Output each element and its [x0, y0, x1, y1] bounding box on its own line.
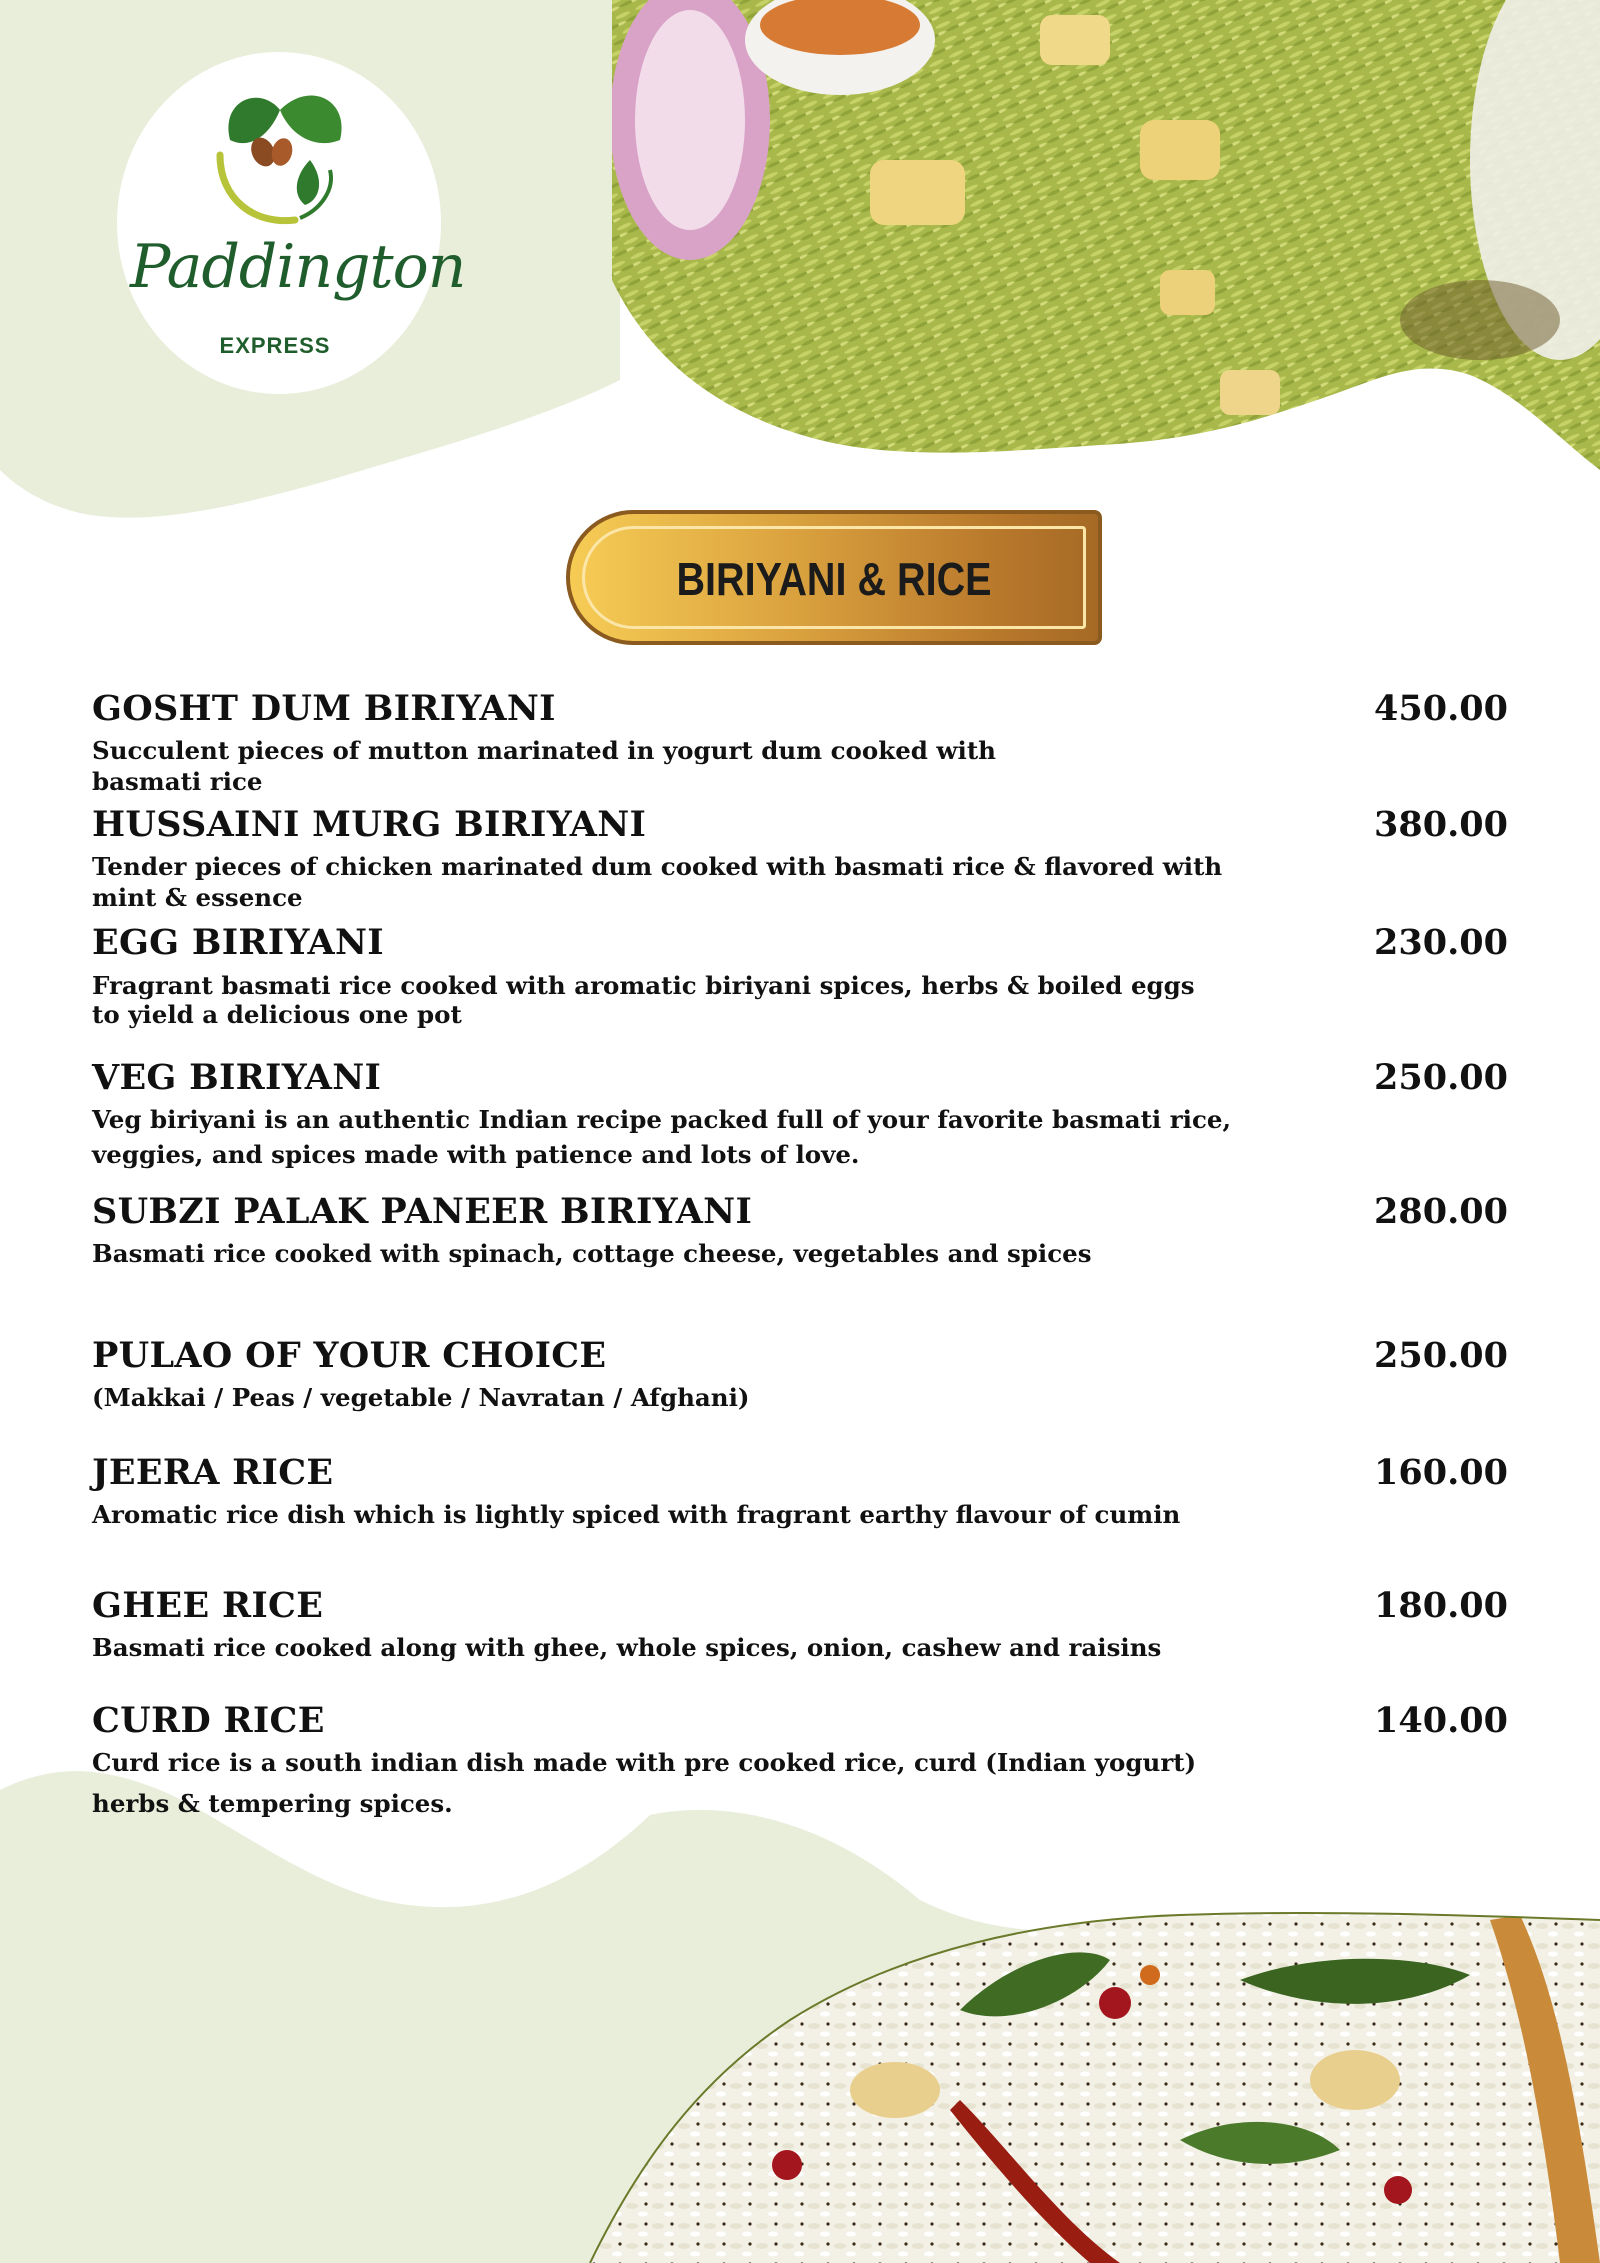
menu-item-name: GHEE RICE	[92, 1585, 324, 1626]
menu-item-name: HUSSAINI MURG BIRIYANI	[92, 804, 647, 845]
menu-item-desc-line: veggies, and spices made with patience and lots of love.	[92, 1140, 860, 1169]
menu-item-desc-line: Aromatic rice dish which is lightly spiced with fragrant earthy flavour of cumin	[92, 1500, 1181, 1529]
menu-item-desc-line: Veg biriyani is an authentic Indian recipe packed full of your favorite basmati rice,	[92, 1105, 1231, 1134]
menu-item-price: 250.00	[1374, 1335, 1508, 1376]
biriyani-photo	[600, 0, 1600, 480]
brand-subtitle: EXPRESS	[219, 333, 331, 358]
menu-item-name: EGG BIRIYANI	[92, 922, 384, 963]
menu-item-price: 280.00	[1374, 1191, 1508, 1232]
section-title: BIRIYANI & RICE	[676, 553, 992, 605]
menu-item-price: 380.00	[1374, 804, 1508, 845]
menu-item-price: 250.00	[1374, 1057, 1508, 1098]
menu-item-name: PULAO OF YOUR CHOICE	[92, 1335, 607, 1376]
menu-item-desc-line: mint & essence	[92, 883, 303, 912]
section-title-badge	[566, 510, 1102, 645]
menu-item-desc-line: (Makkai / Peas / vegetable / Navratan / Afghani)	[92, 1383, 750, 1412]
menu-item-name: SUBZI PALAK PANEER BIRIYANI	[92, 1191, 753, 1232]
menu-item-name: JEERA RICE	[92, 1452, 334, 1493]
logo-emblem-icon	[200, 80, 360, 240]
menu-item-name: VEG BIRIYANI	[92, 1057, 382, 1098]
menu-item-desc-line: herbs & tempering spices.	[92, 1789, 453, 1818]
menu-item-desc-line: Tender pieces of chicken marinated dum cooked with basmati rice & flavored with	[92, 852, 1223, 881]
menu-item-desc-line: basmati rice	[92, 767, 263, 796]
menu-item-desc-line: Succulent pieces of mutton marinated in yogurt dum cooked with	[92, 736, 996, 765]
menu-item-desc-line: Fragrant basmati rice cooked with aromatic biriyani spices, herbs & boiled eggs	[92, 971, 1195, 1000]
brand-name: Paddington	[130, 232, 466, 302]
menu-item-name: GOSHT DUM BIRIYANI	[92, 688, 556, 729]
menu-item-desc-line: Curd rice is a south indian dish made with pre cooked rice, curd (Indian yogurt)	[92, 1748, 1197, 1777]
menu-item-desc-line: Basmati rice cooked with spinach, cottage cheese, vegetables and spices	[92, 1239, 1092, 1268]
menu-item-price: 160.00	[1374, 1452, 1508, 1493]
menu-item-price: 450.00	[1374, 688, 1508, 729]
menu-item-desc-line: Basmati rice cooked along with ghee, whole spices, onion, cashew and raisins	[92, 1633, 1162, 1662]
menu-item-price: 230.00	[1374, 922, 1508, 963]
menu-item-price: 140.00	[1374, 1700, 1508, 1741]
menu-item-name: CURD RICE	[92, 1700, 325, 1741]
menu-item-desc-line: to yield a delicious one pot	[92, 1000, 462, 1029]
menu-item-price: 180.00	[1374, 1585, 1508, 1626]
